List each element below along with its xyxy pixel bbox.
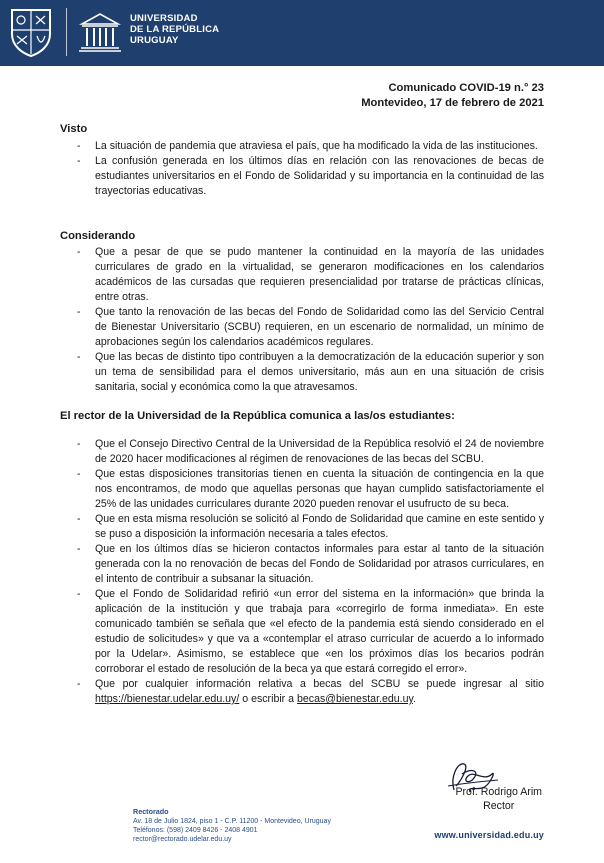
list-item-text: Que el Fondo de Solidaridad refirió «un error del sistema en la información» que brinda la aplicación de la institución y que trabaja para «corregirlo de forma inmediata». En este comunicado también se señala que «el efecto de la pandemia está siendo considerado en el estudio de solicitudes» y que va a «contemplar el atraso curricular de acuerdo a lo informado por la Udelar». Asimismo, se establece que «en los próximos días los becarios podrán corroborar el estado de resolución de la beca ya que estará corregido el error». [95, 588, 544, 675]
footer-phones: Teléfonos: (598) 2409 8426 - 2408 4901 [133, 827, 258, 834]
list-item: - Que por cualquier información relativa a becas del SCBU se puede ingresar al sitio https://bienestar.udelar.edu.uy/ o escribir a becas@bienestar.edu.uy. [77, 678, 544, 705]
bienestar-website-link[interactable]: https://bienestar.udelar.edu.uy/ [95, 693, 240, 705]
university-building-icon [78, 10, 122, 54]
list-item-text: o escribir a [239, 693, 297, 705]
section-title-comunica: El rector de la Universidad de la República comunica a las/os estudiantes: [60, 410, 455, 422]
footer-label: Rectorado [133, 807, 169, 816]
list-item-text: Que a pesar de que se pudo mantener la continuidad en la mayoría de las unidades curriculares de grado en la virtualidad, se generaron modificaciones en los calendarios académicos de las cursadas que requieren presencialidad por tratarse de prácticas clínicas, entre otras. [95, 246, 544, 303]
considerando-list [60, 245, 544, 395]
list-item-text: Que las becas de distinto tipo contribuyen a la democratización de la educación superior y son un tema de sensibilidad para el demos universitario, más aun en una situación de crisis sanitaria, social y económica como la que atravesamos. [95, 351, 544, 393]
signature-block [455, 785, 542, 813]
list-item-text: Que tanto la renovación de las becas del Fondo de Solidaridad como las del Servicio Central de Bienestar Universitario (SCBU) requieren, en un escenario de normalidad, un mínimo de aprobaciones según los calendarios académicos regulares. [95, 306, 544, 348]
list-item: - Que el Consejo Directivo Central de la Universidad de la República resolvió el 24 de noviembre de 2020 hacer modificaciones al régimen de renovaciones de las becas del SCBU. [77, 438, 544, 465]
list-item: - Que a pesar de que se pudo mantener la continuidad en la mayoría de las unidades curriculares de grado en la virtualidad, se generaron modificaciones en los calendarios académicos de las cursadas que requieren presencialidad por tratarse de prácticas clínicas, entre otras. [77, 246, 544, 303]
section-title-considerando: Considerando [60, 230, 136, 242]
list-item: - Que el Fondo de Solidaridad refirió «un error del sistema en la información» que brinda la aplicación de la institución y que trabaja para «corregirlo de forma inmediata». En este comunicado también se señala que «el efecto de la pandemia está siendo considerado en el estudio de solicitudes» y que va a «contemplar el atraso curricular de acuerdo a lo informado por la Udelar». Asimismo, se establece que «en los próximos días los becarios podrán corroborar el estado de resolución de la beca ya que estará corregido el error». [77, 588, 544, 675]
list-item-text: Que estas disposiciones transitorias tienen en cuenta la situación de contingencia en la que nos encontramos, de modo que aquellas personas que hayan cumplido satisfactoriamente el 25% de las unidades curriculares durante 2020 pueden renovar el usufructo de su beca. [95, 468, 544, 510]
footer-address: Av. 18 de Julio 1824, piso 1 - C.P. 11200 - Montevideo, Uruguay [133, 818, 331, 825]
header-bar [0, 0, 604, 66]
university-name [130, 13, 219, 46]
footer-email[interactable]: rector@rectorado.udelar.edu.uy [133, 836, 232, 843]
list-item-text: La confusión generada en los últimos días en relación con las renovaciones de becas de estudiantes universitarios en el Fondo de Solidaridad y su importancia en la continuidad de las trayectorias educativas. [95, 155, 544, 197]
university-name-line: URUGUAY [130, 35, 179, 46]
signatory-name: Prof. Rodrigo Arim [455, 786, 542, 798]
list-item-text: Que en los últimos días se hicieron contactos informales para estar al tanto de la situación generada con la no renovación de becas del Fondo de Solidaridad por atrasos curriculares, en el intento de contribuir a subsanar la situación. [95, 543, 544, 585]
list-item-text: Que el Consejo Directivo Central de la Universidad de la República resolvió el 24 de noviembre de 2020 hacer modificaciones al régimen de renovaciones de las becas del SCBU. [95, 438, 544, 465]
university-name-line: UNIVERSIDAD [130, 13, 198, 24]
becas-email-link[interactable]: becas@bienestar.edu.uy [297, 693, 413, 705]
header-divider [66, 8, 67, 56]
footer-website[interactable]: www.universidad.edu.uy [434, 830, 544, 840]
communique-title: Comunicado COVID-19 n.° 23 [388, 82, 544, 94]
list-item: - La situación de pandemia que atraviesa el país, que ha modificado la vida de las instituciones. [77, 140, 538, 152]
list-item: - Que tanto la renovación de las becas del Fondo de Solidaridad como las del Servicio Central de Bienestar Universitario (SCBU) requieren, en un escenario de normalidad, un mínimo de aprobaciones según los calendarios académicos regulares. [77, 306, 544, 348]
list-item: - Que en los últimos días se hicieron contactos informales para estar al tanto de la situación generada con la no renovación de becas del Fondo de Solidaridad por atrasos curriculares, en el intento de contribuir a subsanar la situación. [77, 543, 544, 585]
list-item-text: La situación de pandemia que atraviesa el país, que ha modificado la vida de las instituciones. [95, 140, 538, 152]
visto-list [60, 139, 544, 199]
comunica-list [60, 437, 544, 707]
list-item: - Que las becas de distinto tipo contribuyen a la democratización de la educación superior y son un tema de sensibilidad para el demos universitario, más aun en una situación de crisis sanitaria, social y económica como la que atravesamos. [77, 351, 544, 393]
section-title-visto: Visto [60, 123, 88, 135]
signatory-role: Rector [483, 800, 515, 812]
list-item-text: Que en esta misma resolución se solicitó al Fondo de Solidaridad que camine en este sentido y se puso a disposición la información necesaria a tales efectos. [95, 513, 544, 540]
list-item: - La confusión generada en los últimos días en relación con las renovaciones de becas de estudiantes universitarios en el Fondo de Solidaridad y su importancia en la continuidad de las trayectorias educativas. [77, 155, 544, 197]
communique-heading [361, 81, 544, 111]
list-item: - Que en esta misma resolución se solicitó al Fondo de Solidaridad que camine en este sentido y se puso a disposición la información necesaria a tales efectos. [77, 513, 544, 540]
communique-date: Montevideo, 17 de febrero de 2021 [361, 97, 544, 109]
list-item: - Que estas disposiciones transitorias tienen en cuenta la situación de contingencia en la que nos encontramos, de modo que aquellas personas que hayan cumplido satisfactoriamente el 25% de las unidades curriculares durante 2020 pueden renovar el usufructo de su beca. [77, 468, 544, 510]
university-seal-icon [8, 6, 54, 58]
footer-contact [133, 807, 331, 844]
list-item-text: Que por cualquier información relativa a becas del SCBU se puede ingresar al sitio [95, 678, 544, 690]
university-name-line: DE LA REPÚBLICA [130, 24, 220, 35]
list-item-text: . [412, 693, 416, 705]
